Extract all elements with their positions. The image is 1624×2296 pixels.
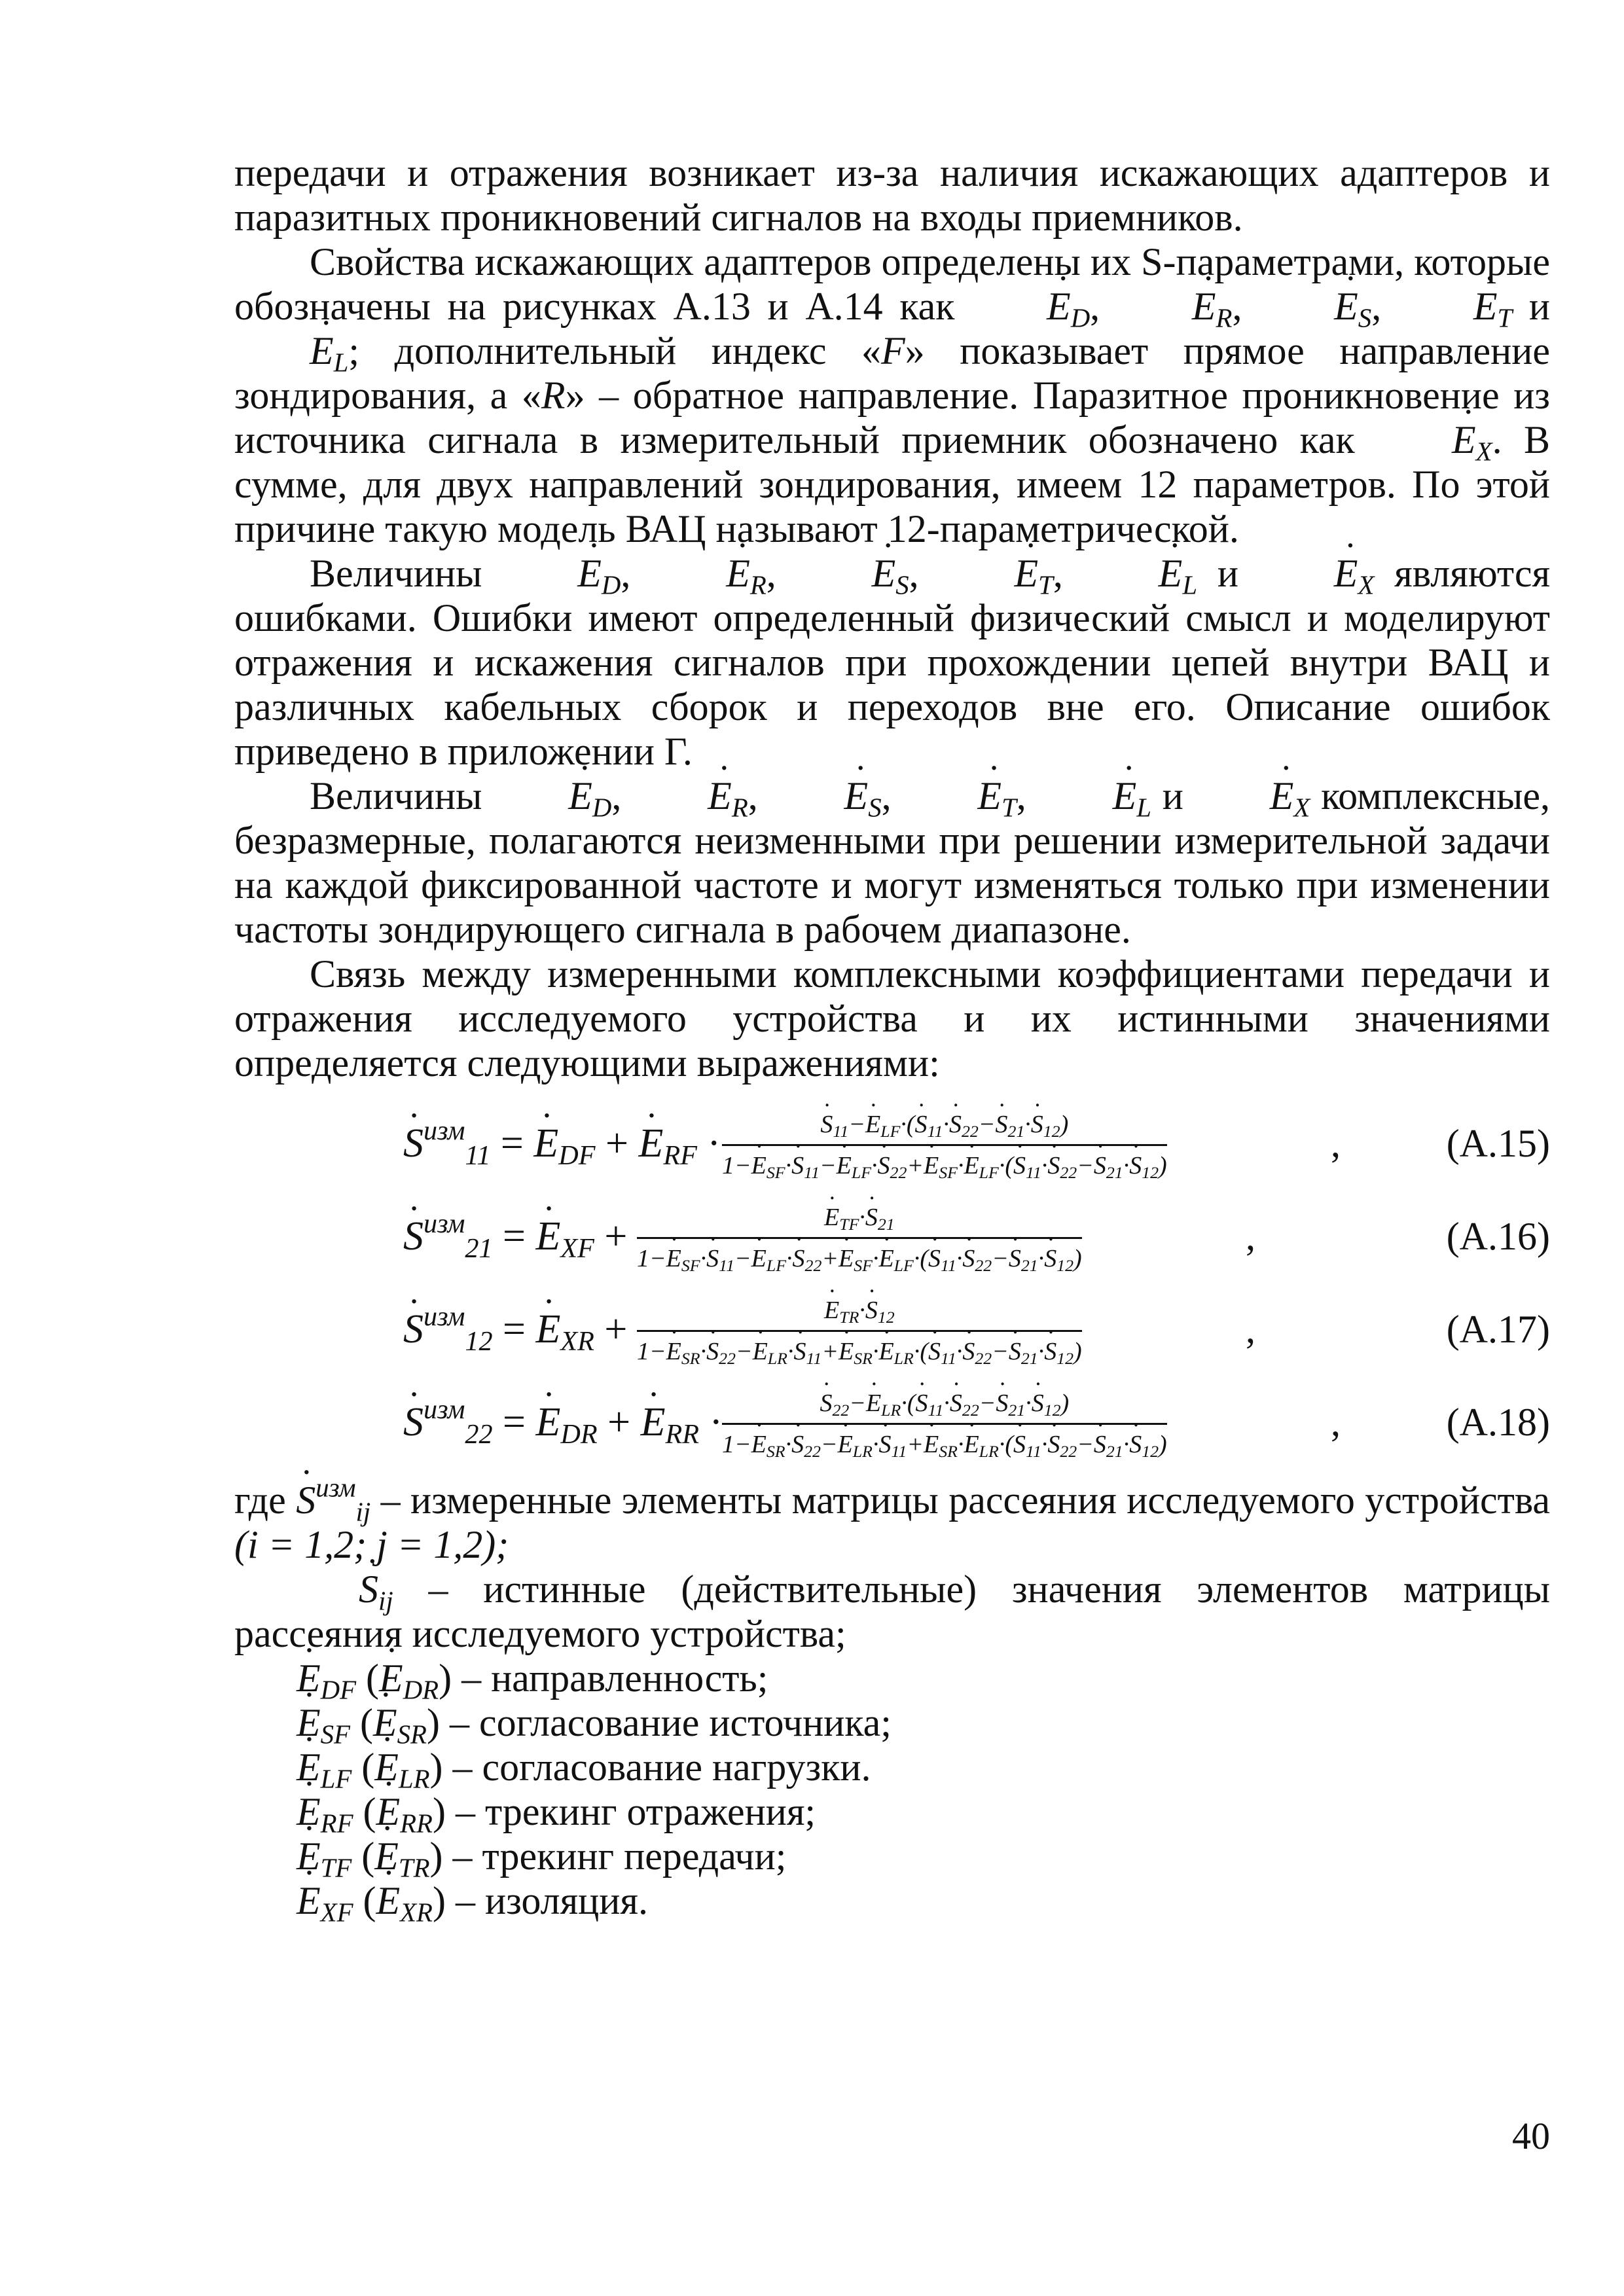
document-page [234,151,1551,1928]
text: ; дополнительный индекс « [348,329,882,372]
where-true: ˙ $S_{ij}$ – истинные (действительные) значения элементов матрицы рассеяния исследуемого устройства; [234,1567,1550,1656]
text: где [234,1479,297,1522]
equation-a18: ˙ $S^{изм}_{22}$ = ˙ $E_{DR}$ + ˙ $E_{RR}$ · ˙ $S_{22}-˙$ $E_{LR}\cdot(˙$ $S_{11}\cdot˙$ $S_{22}-˙$ $S_{21}\cdot˙$ $S_{12}$) 1−˙ $E_{SR}\cdot˙$ $S_{22}-˙$ $E_{LR}\cdot˙$ $S_{11}+˙$ $E_{SR}\cdot˙$ $E_{LR}\cdot(˙$ $S_{11}\cdot˙$ $S_{22}-˙$ $S_{21}\cdot˙$ $S_{12}$) , (А.18) [234,1376,1550,1469]
page-number: 40 [1512,2115,1550,2157]
paragraph-adapters: Свойства искажающих адаптеров определены их S-параметрами, которые обозначены на рисунках А.13 и А.14 как ˙ $E_D$, ˙ $E_R$, ˙ $E_S$, ˙ $E_T$ и ˙ $E_L$; дополнительный индекс «F» показывает прямое направление зондирования, а «R» – обратное направление. Паразитное проникновение из источника сигнала в измерительный приемник обозначено как ˙ $E_X$. В сумме, для двух направлений зондирования, имеем 12 параметров. По этой причине такую модель ВАЦ называют 12-параметрической. [234,240,1550,551]
index-f: F [881,329,905,372]
math-list: ˙ $E_D$ [493,774,611,817]
text: и [1197,552,1259,595]
text: Свойства искажающих адаптеров определены их S-параметрами, которые обозначены на рисунках А.13 и А.14 как [234,240,1550,328]
legend-item: ˙ $E_{LF}$ (˙ $E_{LR}$) – согласование нагрузки. [297,1745,1550,1789]
legend-item: ˙ $E_{RF}$ (˙ $E_{RR}$) – трекинг отражения; [297,1789,1550,1834]
text: – истинные (действительные) значения элементов матрицы рассеяния исследуемого устройства; [234,1568,1550,1655]
equation-lhs: ˙ $S^{изм}_{21}$ = ˙ $E_{XF}$ + [403,1190,627,1283]
equation-lhs: ˙ $S^{изм}_{11}$ = ˙ $E_{DF}$ + ˙ $E_{RF}$ · [403,1097,721,1190]
error-legend [234,1656,1550,1928]
math-list: ˙ $E_D$ [502,552,621,595]
equation-lhs: ˙ $S^{изм}_{12}$ = ˙ $E_{XR}$ + [403,1283,627,1376]
index-range: (i = 1,2; j = 1,2); [234,1523,509,1566]
math-ed: ˙ $E_D$ [971,285,1090,328]
equation-fraction: ˙ $S_{11}-˙$ $E_{LF}\cdot(˙$ $S_{11}\cdot˙$ $S_{22}-˙$ $S_{21}\cdot˙$ $S_{12}$) 1−˙ $E_{SF}\cdot˙$ $S_{11}-˙$ $E_{LF}\cdot˙$ $S_{22}+˙$ $E_{SF}\cdot˙$ $E_{LF}\cdot(˙$ $S_{11}\cdot˙$ $S_{22}-˙$ $S_{21}\cdot˙$ $S_{12}$) [722,1106,1167,1184]
equation-fraction: ˙ $S_{22}-˙$ $E_{LR}\cdot(˙$ $S_{11}\cdot˙$ $S_{22}-˙$ $S_{21}\cdot˙$ $S_{12}$) 1−˙ $E_{SR}\cdot˙$ $S_{22}-˙$ $E_{LR}\cdot˙$ $S_{11}+˙$ $E_{SR}\cdot˙$ $E_{LR}\cdot(˙$ $S_{11}\cdot˙$ $S_{22}-˙$ $S_{21}\cdot˙$ $S_{12}$) [722,1385,1167,1463]
paragraph-relation: Связь между измеренными комплексными коэффициентами передачи и отражения исследуемого устройства и их истинными значениями определяется следующими выражениями: [234,952,1550,1085]
text: » – обратное направление. Паразитное проникновение из источника сигнала в измерительный приемник обозначено как [234,374,1551,461]
text: и [1512,285,1551,328]
index-r: R [541,374,566,417]
text: и [1151,774,1195,817]
equation-a15: ˙ $S^{изм}_{11}$ = ˙ $E_{DF}$ + ˙ $E_{RF}$ · ˙ $S_{11}-˙$ $E_{LF}\cdot(˙$ $S_{11}\cdot˙$ $S_{22}-˙$ $S_{21}\cdot˙$ $S_{12}$) 1−˙ $E_{SF}\cdot˙$ $S_{11}-˙$ $E_{LF}\cdot˙$ $S_{22}+˙$ $E_{SF}\cdot˙$ $E_{LF}\cdot(˙$ $S_{11}\cdot˙$ $S_{22}-˙$ $S_{21}\cdot˙$ $S_{12}$) , (А.15) [234,1097,1550,1190]
equation-number: (А.17) [1446,1308,1550,1351]
text: Величины [310,552,503,595]
equation-lhs: ˙ $S^{изм}_{22}$ = ˙ $E_{DR}$ + ˙ $E_{RR}$ · [403,1376,723,1469]
math-et: ˙ $E_T$ [1398,285,1512,328]
text: комплексные, безразмерные, полагаются неизменными при решении измерительной задачи на каждой фиксированной частоте и могут изменяться только при изменении частоты зондирующего сигнала в рабочем диапазоне. [234,774,1551,951]
paragraph-errors: Величины ˙ $E_D$, ˙ $E_R$, ˙ $E_S$, ˙ $E_T$, ˙ $E_L$ и ˙ $E_X$ являются ошибками. Ошибки имеют определенный физический смысл и моделируют отражения и искажения сигналов при прохождении цепей внутри ВАЦ и различных кабельных сборок и переходов вне его. Описание ошибок приведено в приложении Г. [234,551,1550,774]
math-ex: ˙ $E_X$ [1377,418,1492,461]
equation-a17: ˙ $S^{изм}_{12}$ = ˙ $E_{XR}$ + ˙ $E_{TR}\cdot˙$ $S_{12}$ 1−˙ $E_{SR}\cdot˙$ $S_{22}-˙$ $E_{LR}\cdot˙$ $S_{11}+˙$ $E_{SR}\cdot˙$ $E_{LR}\cdot(˙$ $S_{11}\cdot˙$ $S_{22}-˙$ $S_{21}\cdot˙$ $S_{12}$) , (А.17) [234,1283,1550,1376]
legend-item: ˙ $E_{TF}$ (˙ $E_{TR}$) – трекинг передачи; [297,1834,1550,1878]
text: – измеренные элементы матрицы рассеяния исследуемого устройства [370,1479,1550,1522]
text: » показывает прямое направление зондирования, а « [234,329,1550,417]
equation-fraction: ˙ $E_{TR}\cdot˙$ $S_{12}$ 1−˙ $E_{SR}\cdot˙$ $S_{22}-˙$ $E_{LR}\cdot˙$ $S_{11}+˙$ $E_{SR}\cdot˙$ $E_{LR}\cdot(˙$ $S_{11}\cdot˙$ $S_{22}-˙$ $S_{21}\cdot˙$ $S_{12}$) [637,1292,1082,1370]
paragraph-continuation: передачи и отражения возникает из-за наличия искажающих адаптеров и паразитных проникновений сигналов на входы приемников. [234,151,1550,239]
math-el: ˙ $E_L$ [234,329,348,372]
where-measured: где ˙ $S^{изм}_{ij}$ – измеренные элементы матрицы рассеяния исследуемого устройства (i = 1,2; j = 1,2); [234,1478,1550,1567]
math-er: ˙ $E_R$ [1117,285,1233,328]
equation-number: (А.18) [1446,1401,1550,1444]
legend-item: ˙ $E_{SF}$ (˙ $E_{SR}$) – согласование источника; [297,1700,1550,1745]
equation-a16: ˙ $S^{изм}_{21}$ = ˙ $E_{XF}$ + ˙ $E_{TF}\cdot˙$ $S_{21}$ 1−˙ $E_{SF}\cdot˙$ $S_{11}-˙$ $E_{LF}\cdot˙$ $S_{22}+˙$ $E_{SF}\cdot˙$ $E_{LF}\cdot(˙$ $S_{11}\cdot˙$ $S_{22}-˙$ $S_{21}\cdot˙$ $S_{12}$) , (А.16) [234,1190,1550,1283]
paragraph-complex: Величины ˙ $E_D$, ˙ $E_R$, ˙ $E_S$, ˙ $E_T$, ˙ $E_L$ и ˙ $E_X$ комплексные, безразмерные, полагаются неизменными при решении измерительной задачи на каждой фиксированной частоте и могут изменяться только при изменении частоты зондирующего сигнала в рабочем диапазоне. [234,774,1550,952]
text: Величины [310,774,494,817]
legend-item: ˙ $E_{DF}$ (˙ $E_{DR}$) – направленность; [297,1656,1550,1700]
text: являются ошибками. Ошибки имеют определенный физический смысл и моделируют отражения и искажения сигналов при прохождении цепей внутри ВАЦ и различных кабельных сборок и переходов вне его. Описание ошибок приведено в приложении Г. [234,552,1551,773]
equation-number: (А.16) [1446,1215,1550,1258]
equation-fraction: ˙ $E_{TF}\cdot˙$ $S_{21}$ 1−˙ $E_{SF}\cdot˙$ $S_{11}-˙$ $E_{LF}\cdot˙$ $S_{22}+˙$ $E_{SF}\cdot˙$ $E_{LF}\cdot(˙$ $S_{11}\cdot˙$ $S_{22}-˙$ $S_{21}\cdot˙$ $S_{12}$) [637,1199,1082,1277]
legend-item: ˙ $E_{XF}$ (˙ $E_{XR}$) – изоляция. [297,1878,1550,1923]
text: . В сумме, для двух направлений зондирования, имеем 12 параметров. По этой причине такую модель ВАЦ называют 12-параметрической. [234,418,1550,550]
equation-number: (А.15) [1446,1122,1550,1165]
math-es: ˙ $E_S$ [1259,285,1371,328]
